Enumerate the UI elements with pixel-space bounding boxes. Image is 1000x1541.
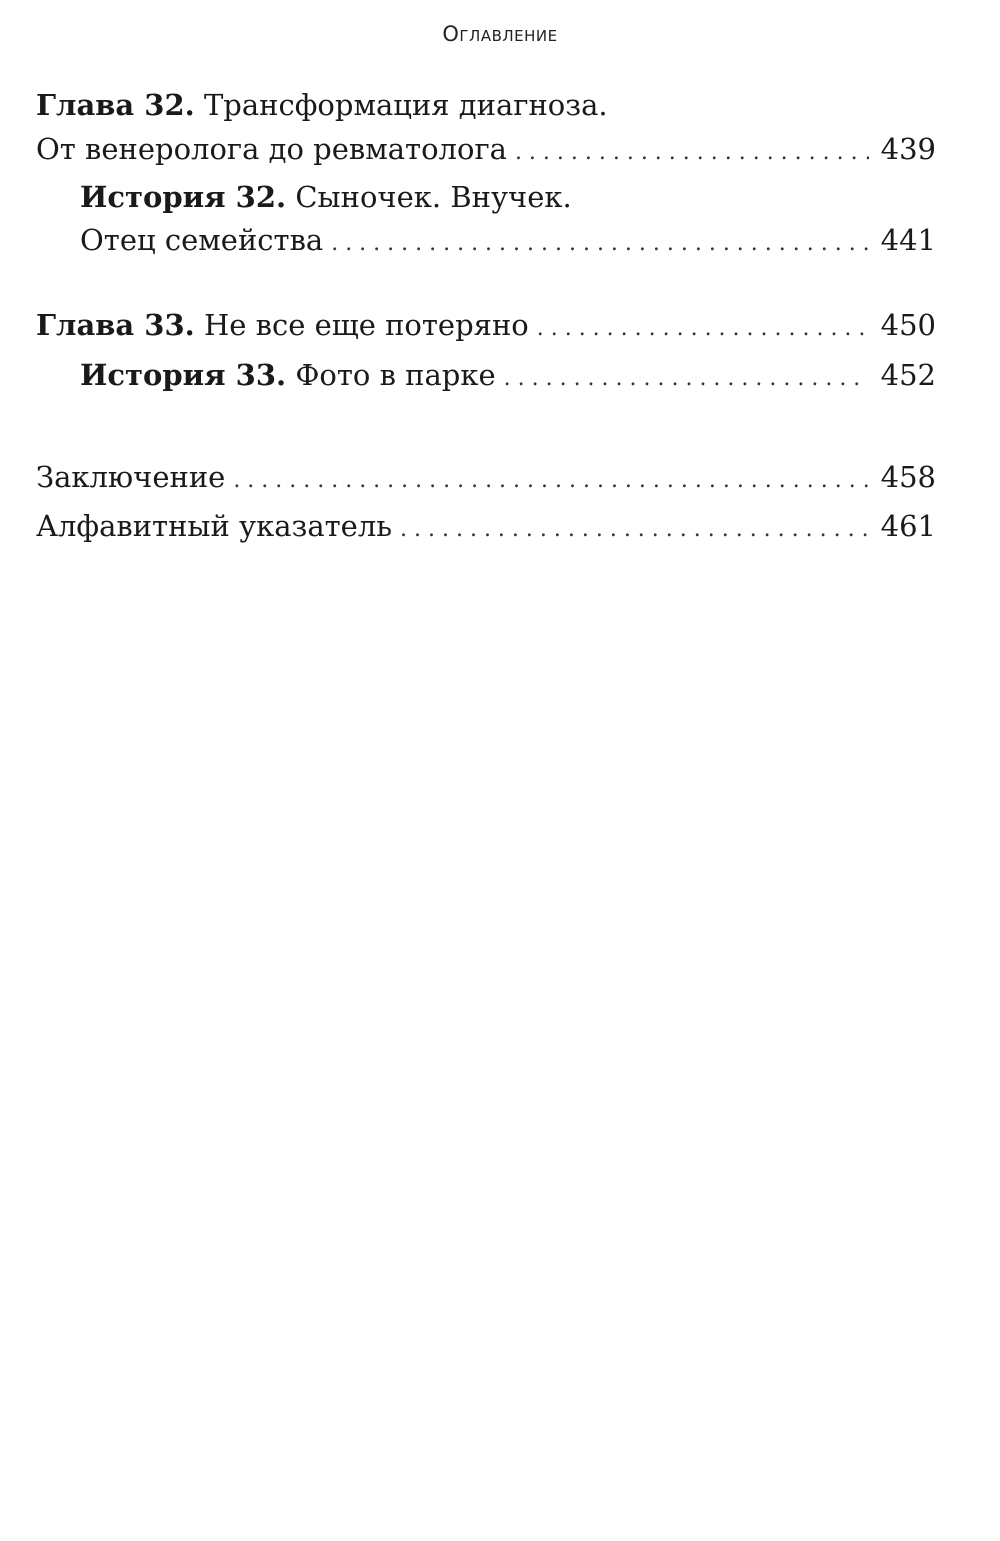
story-title-continued: Отец семейства: [80, 223, 324, 257]
page-number: 458: [880, 460, 936, 494]
toc-entry-story-32-line2: [80, 223, 936, 267]
story-title: Фото в парке: [295, 358, 496, 392]
dot-leader: [504, 366, 869, 391]
story-label: История 33.: [80, 358, 287, 392]
page-number: 461: [880, 509, 936, 543]
toc-entry-chapter-32-line1: [36, 88, 936, 132]
chapter-title: Трансформация диагноза.: [203, 88, 608, 122]
section-title: Заключение: [36, 460, 226, 494]
dot-leader: [233, 468, 868, 493]
story-label: История 32.: [80, 180, 287, 214]
toc-entry-chapter-32-line2: [36, 132, 936, 176]
page-number: 441: [880, 223, 936, 257]
chapter-label: Глава 32.: [36, 88, 195, 122]
story-title: Сыночек. Внучек.: [295, 180, 572, 214]
running-head: Оглавление: [442, 22, 558, 46]
page-number: 439: [880, 132, 936, 166]
dot-leader: [515, 140, 869, 165]
section-title: Алфавитный указатель: [36, 509, 393, 543]
dot-leader: [537, 316, 869, 341]
chapter-label: Глава 33.: [36, 308, 195, 342]
toc-entry-index: [36, 509, 936, 553]
toc-entry-story-33: [80, 358, 936, 402]
chapter-title: Не все еще потеряно: [203, 308, 529, 342]
toc-entry-story-32-line1: [80, 180, 936, 224]
dot-leader: [400, 517, 869, 542]
chapter-title-continued: От венеролога до ревматолога: [36, 132, 507, 166]
dot-leader: [331, 231, 868, 256]
page-number: 450: [880, 308, 936, 342]
toc-entry-chapter-33: [36, 308, 936, 352]
toc-entry-conclusion: [36, 460, 936, 504]
page-number: 452: [880, 358, 936, 392]
